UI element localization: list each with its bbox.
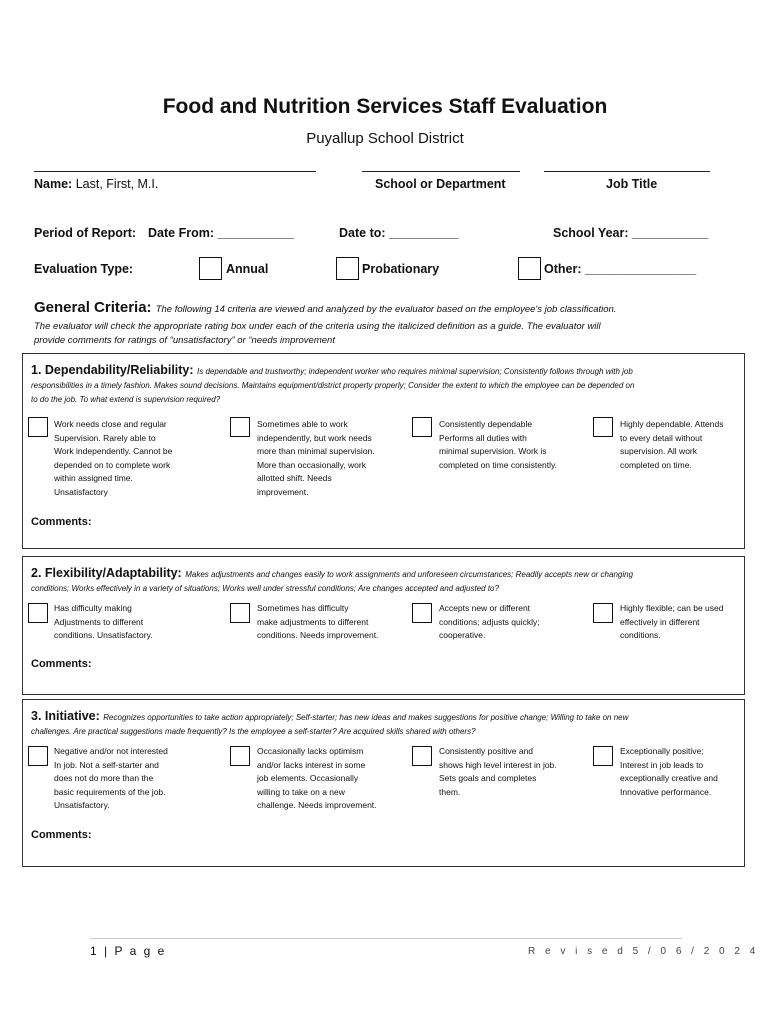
rating-exceptional-checkbox[interactable] [593,746,613,766]
rating-unsatisfactory-checkbox[interactable] [28,603,48,623]
criterion-title: 3. Initiative: Recognizes opportunities to take action appropriately; Self-starter; has new ideas and makes suggestions for positive change; Willing to take on new [31,709,629,723]
rating-option-text: Work needs close and regular Supervision. Rarely able to Work independently. Cannot be depended on to complete work within assigned time. Unsatisfactory [54,419,173,497]
rating-option-text: Exceptionally positive; Interest in job leads to exceptionally creative and Innovative performance. [620,746,718,797]
other-field[interactable]: Other: ________________ [544,262,697,276]
school-line[interactable] [362,171,520,172]
criterion-desc-line2: responsibilities in a timely fashion. Makes sound decisions. Maintains equipment/district property properly; Consider the extent to which the employee can be depended on [31,381,635,390]
rating-needs-improvement-checkbox[interactable] [230,603,250,623]
rating-option-text: Sometimes has difficulty make adjustments to different conditions. Needs improvement. [257,603,379,641]
rating-option-text: Consistently dependable Performs all duties with minimal supervision. Work is completed on time consistently. [439,419,557,470]
rating-dependable-checkbox[interactable] [412,417,432,437]
page-number: 1 | P a g e [90,944,167,958]
criterion-flexibility [22,556,745,695]
name-line[interactable] [34,171,316,172]
rating-option-text: Has difficulty making Adjustments to different conditions. Unsatisfactory. [54,603,153,641]
page-title: Food and Nutrition Services Staff Evaluation [162,95,608,118]
general-criteria-line2: The evaluator will check the appropriate rating box under each of the criteria using the italicized definition as a guide. The evaluator will [34,321,601,332]
rating-unsatisfactory-checkbox[interactable] [28,746,48,766]
footer-divider [90,938,682,939]
criterion-title: 2. Flexibility/Adaptability: Makes adjustments and changes easily to work assignments and unforeseen circumstances; Readily accepts new or changing [31,566,634,580]
comments-label[interactable]: Comments: [31,658,92,670]
rating-option-text: Accepts new or different conditions; adjusts quickly; cooperative. [439,603,540,641]
rating-unsatisfactory-checkbox[interactable] [28,417,48,437]
name-field-label: Name: Last, First, M.I. [34,177,159,191]
general-criteria-line3: provide comments for ratings of “unsatisfactory” or “needs improvement [34,335,335,346]
annual-label: Annual [226,262,269,276]
school-year-field[interactable]: School Year: ___________ [553,226,709,240]
criterion-title: 1. Dependability/Reliability: Is dependable and trustworthy; independent worker who requires minimal supervision; Consistently follows through with job [31,363,633,377]
school-field-label: School or Department [375,177,506,191]
comments-label[interactable]: Comments: [31,516,92,528]
rating-highly-dependable-checkbox[interactable] [593,417,613,437]
probationary-label: Probationary [362,262,440,276]
criterion-desc-line3: to do the job. To what extend is supervision required? [31,395,221,404]
rating-needs-improvement-checkbox[interactable] [230,417,250,437]
general-criteria-heading: General Criteria: The following 14 criteria are viewed and analyzed by the evaluator based on the employee's job classification. [34,299,617,316]
criterion-dependability [22,353,745,549]
annual-checkbox[interactable] [199,257,222,280]
rating-option-text: Consistently positive and shows high level interest in job. Sets goals and completes them. [439,746,557,797]
job-field-label: Job Title [606,177,658,191]
rating-option-text: Sometimes able to work independently, but work needs more than minimal supervision. More than occasionally, work allotted shift. Needs improvement. [257,419,375,497]
criterion-desc-line2: conditions; Works effectively in a variety of situations; Works well under stressful conditions; Are changes accepted and adjusted to? [31,584,499,593]
eval-type-label: Evaluation Type: [34,262,134,276]
rating-option-text: Occasionally lacks optimism and/or lacks interest in some job elements. Occasionally willing to take on a new challenge. Needs improvement. [257,746,377,811]
criterion-initiative [22,699,745,867]
rating-option-text: Highly dependable. Attends to every detail without supervision. All work completed on time. [620,419,724,470]
rating-option-text: Highly flexible; can be used effectively in different conditions. [620,603,724,641]
rating-option-text: Negative and/or not interested In job. Not a self-starter and does not do more than the basic requirements of the job. Unsatisfactory. [54,746,168,811]
comments-label[interactable]: Comments: [31,829,92,841]
rating-accepts-checkbox[interactable] [412,603,432,623]
date-from-field[interactable]: Date From: ___________ [148,226,294,240]
rating-needs-improvement-checkbox[interactable] [230,746,250,766]
probationary-checkbox[interactable] [336,257,359,280]
rating-highly-flexible-checkbox[interactable] [593,603,613,623]
revised-date: R e v i s e d 5 / 0 6 / 2 0 2 4 [528,946,759,957]
district-name: Puyallup School District [306,130,464,147]
date-to-field[interactable]: Date to: __________ [339,226,459,240]
criterion-desc-line2: challenges. Are practical suggestions made frequently? Is the employee a self-starter? Are acquired skills shared with others? [31,727,476,736]
job-line[interactable] [544,171,710,172]
other-checkbox[interactable] [518,257,541,280]
rating-positive-checkbox[interactable] [412,746,432,766]
period-label: Period of Report: [34,226,137,240]
